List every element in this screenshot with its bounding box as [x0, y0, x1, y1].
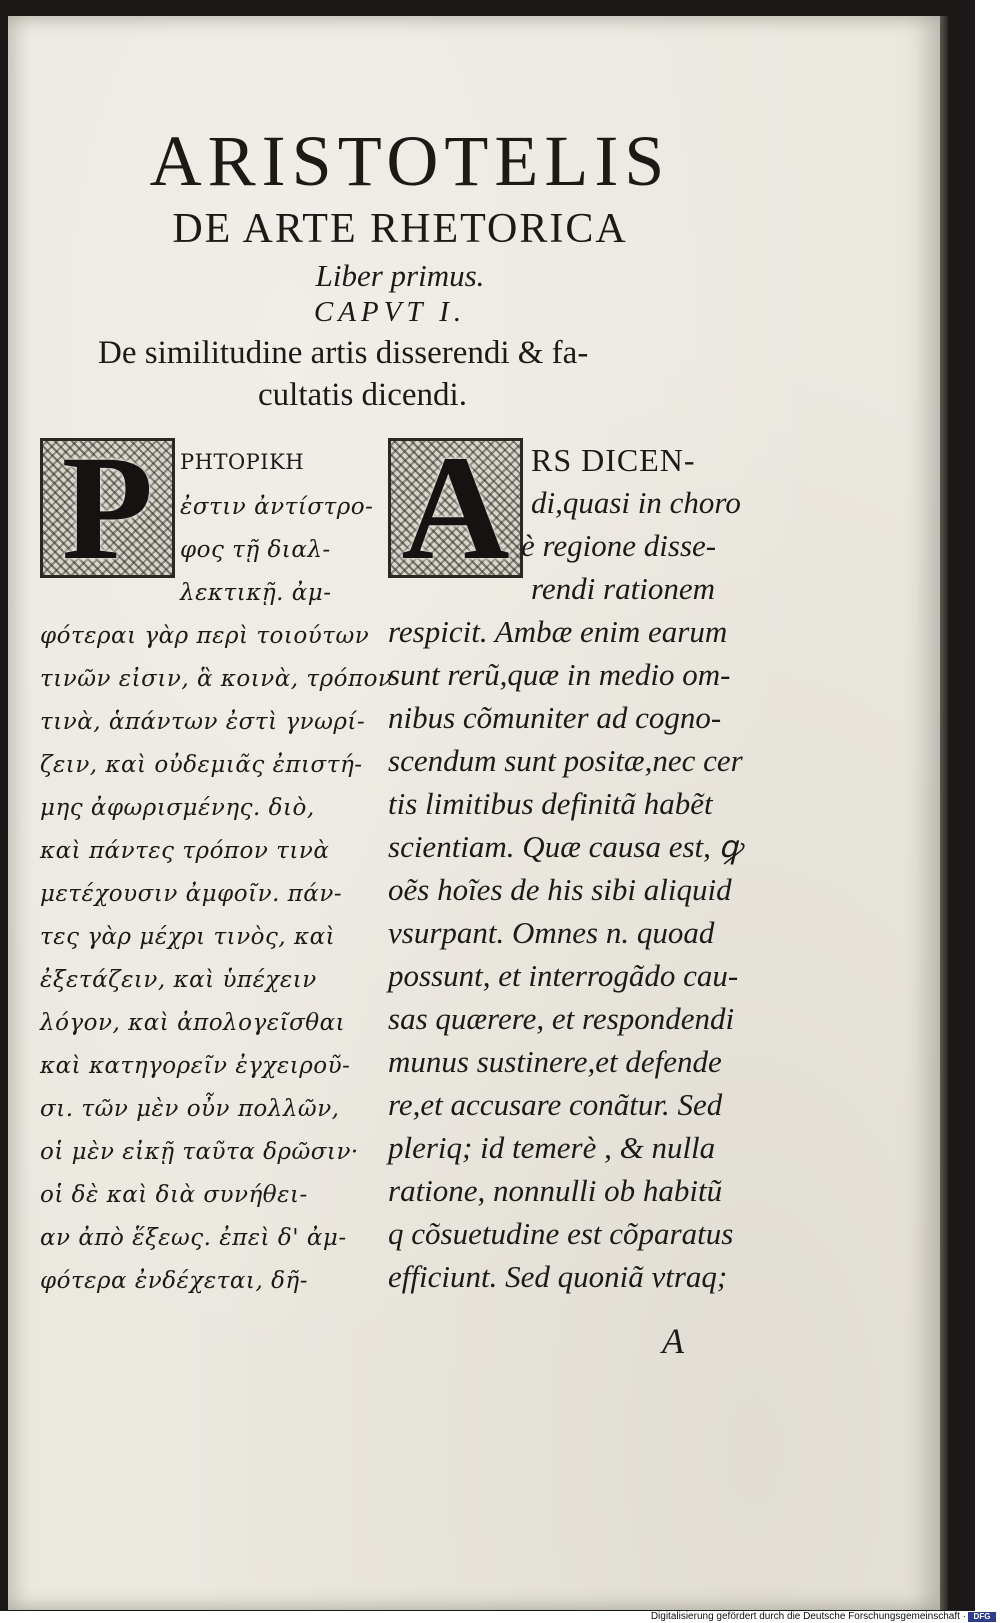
- greek-line: ζειν, καὶ οὐδεμιᾶς ἐπιστή-: [40, 752, 363, 778]
- latin-line: vsurpant. Omnes n. quoad: [388, 915, 715, 950]
- latin-line: sunt rerũ,quæ in medio om-: [388, 657, 731, 692]
- dfg-logo-icon: DFG: [968, 1612, 996, 1622]
- latin-initial-letter: A: [401, 425, 510, 591]
- latin-line: sas quærere, et respondendi: [388, 1001, 735, 1036]
- caput-heading: CAPVT I.: [313, 296, 467, 328]
- liber-heading: Liber primus.: [315, 258, 485, 293]
- book-title: ARISTOTELIS: [149, 121, 671, 201]
- greek-line: τινὰ, ἁπάντων ἐστὶ γνωρί-: [40, 709, 366, 735]
- latin-line: nibus cõmuniter ad cogno-: [388, 700, 722, 735]
- greek-line: τινῶν εἰσιν, ἃ κοινὰ, τρόπον: [40, 666, 393, 692]
- greek-line: φότεραι γὰρ περὶ τοιούτων: [40, 623, 370, 649]
- chapter-heading-line-2: cultatis dicendi.: [258, 377, 467, 413]
- greek-decorated-initial: [40, 425, 175, 591]
- latin-line: respicit. Ambæ enim earum: [388, 614, 728, 649]
- chapter-heading-line-1: De similitudine artis disserendi & fa-: [98, 335, 589, 371]
- greek-line: καὶ κατηγορεῖν ἐγχειροῦ-: [40, 1053, 351, 1079]
- greek-line: λόγον, καὶ ἀπολογεῖσθαι: [40, 1010, 346, 1036]
- latin-line: munus sustinere,et defende: [388, 1044, 722, 1079]
- latin-line: ratione, nonnulli ob habitũ: [388, 1173, 723, 1208]
- greek-line: φος τῇ διαλ-: [180, 537, 331, 563]
- greek-line: σι. τῶν μὲν οὖν πολλῶν,: [40, 1096, 340, 1122]
- chapter-heading: [98, 332, 798, 416]
- greek-line: τες γὰρ μέχρι τινὸς, καὶ: [40, 924, 336, 950]
- latin-line: scendum sunt positæ,nec cer: [388, 743, 743, 778]
- greek-line: οἱ δὲ καὶ διὰ συνήθει-: [40, 1182, 308, 1208]
- latin-line: re,et accusare conãtur. Sed: [388, 1087, 723, 1122]
- latin-line: è regione disse-: [521, 528, 717, 563]
- latin-line: scientiam. Quæ causa est, ꝙ: [388, 829, 742, 864]
- book-subtitle: DE ARTE RHETORICA: [172, 206, 628, 252]
- latin-line: RS DICEN-: [531, 442, 696, 478]
- greek-line: μης ἀφωρισμένης. διὸ,: [40, 795, 315, 821]
- latin-line: di,quasi in choro: [531, 485, 741, 520]
- greek-line: αν ἀπὸ ἕξεως. ἐπεὶ δ' ἀμ-: [40, 1225, 347, 1251]
- greek-line: οἱ μὲν εἰκῇ ταῦτα δρῶσιν·: [40, 1139, 359, 1165]
- greek-initial-letter: P: [61, 425, 154, 591]
- latin-decorated-initial: [388, 425, 523, 591]
- greek-line: ἐξετάζειν, καὶ ὑπέχειν: [40, 967, 317, 993]
- greek-line: ἐστιν ἀντίστρο-: [180, 494, 374, 520]
- latin-line: rendi rationem: [531, 571, 715, 606]
- latin-line: pleriq; id temerè , & nulla: [388, 1130, 716, 1165]
- greek-line: λεκτικῇ. ἀμ-: [180, 580, 332, 606]
- greek-line: φότερα ἐνδέχεται, δῆ-: [40, 1268, 308, 1294]
- catchword: A: [662, 1321, 684, 1361]
- greek-line: ΡΗΤΟΡΙΚΗ: [180, 450, 305, 474]
- page-edge: [940, 16, 948, 1610]
- latin-line: tis limitibus definitã habẽt: [388, 786, 713, 821]
- latin-line: possunt, et interrogãdo cau-: [388, 958, 739, 993]
- latin-line: oẽs hoĩes de his sibi aliquid: [388, 872, 732, 907]
- latin-line: efficiunt. Sed quoniã vtraq;: [388, 1259, 728, 1294]
- latin-line: q cõsuetudine est cõparatus: [388, 1216, 734, 1251]
- greek-line: μετέχουσιν ἀμφοῖν. πάν-: [40, 881, 343, 907]
- greek-line: καὶ πάντες τρόπον τινὰ: [40, 838, 330, 864]
- digitization-notice: Digitalisierung gefördert durch die Deutsche Forschungsgemeinschaft ·: [650, 1611, 966, 1622]
